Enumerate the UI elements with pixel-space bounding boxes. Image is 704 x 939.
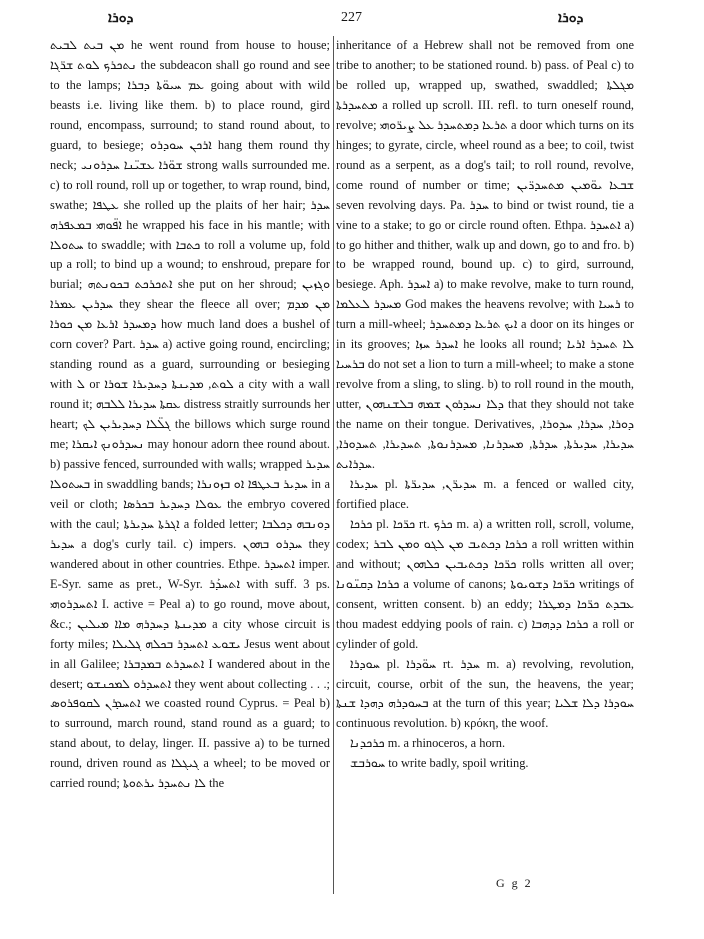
entry-rhinoceros: ܟܪܟܕܢܐ m. a rhinoceros, a horn. [350,736,506,751]
page-number: 227 [341,10,362,25]
right-column [336,36,634,896]
right-paragraph-1: inheritance of a Hebrew shall not be removed from one tribe to another; to be stationed round. b) pass. of Peal c) to be rolled up, wrapped up, swathed, swaddled; ܡܓܠܬܐ ܡܬܚܕܪܬܐ a rolled up scroll. III. refl. to turn oneself round, revolve; ܬܪܥܐ ܕܡܬܚܕܪ ܥܠ ܨܝܪ̈ܘܗܝ a door which turns on its hinges; to gyrate, circle, wheel round as a bee; to coil, twist round as a serpent, as a dog's tail; to roll round, revolve, come round of number or time; ܫܒܥܐ ܝܘ̈ܡܝܢ ܡܬܚܕܪ̈ܝܢ seven revolving days. Pa. ܚܕܪ to bind or twist round, tie a vine to a stake; to go or circle round often. Ethpa. ܐܬܚܕܪ a) to go hither and thither, walk up and down, go to and fro. b) to be wrapped round, bound up. c) to gird, surround, besiege. Aph. ܐܚܕܪ a) to make revolve, make to turn round, ܡܚܕܪ ܠܥܠܡܐ God makes the heavens revolve; with ܪܚܝܐ to turn a mill-wheel; ܐܝܟ ܬܪܥܐ ܕܡܬܚܕܪ a door on its hinges or in its grooves; ܐܚܕܪ ܚܙܐ he looks all round; ܠܐ ܬܚܕܪ ܐܪܝܐ ܒܪܚܝܐ do not set a lion to turn a mill-wheel; to make a stone revolve from a sling, to sling. b) to roll round in the mouth, utter, ܕܠܐ ܢܚܕܪܘܢ ܫܡܗ ܒܠܫܢܗܘܢ that they should not take the name on their tongue. Derivatives, ܕܘܪܐ, ܚܕܪܐ, ܚܕܘܪܐ, ܚܕܝܪܐ, ܚܕܝܪܬܐ, ܚܕܪܬܐ, ܡܚܕܪܢܐ, ܡܚܕܪܢܘܬܐ, ܬܚܕܝܪܐ, ܬܚܕܘܪܐ, ܚܕܪܐܝܬ. [336,38,634,472]
running-head [0,8,704,32]
entry-write-badly: ܚܘܪܒܫ to write badly, spoil writing. [350,756,529,771]
signature-mark: G g 2 [496,876,533,890]
headword-left: ܕܘܪܐ [108,10,134,26]
left-paragraph-1: ܡܢ ܒܝܬ ܠܒܝܬ he went round from house to house; ܢܬܟܪܟ ܠܘܬ ܫܪ̈ܓܐ the subdeacon shall go round and see to the lamps; ܥܡ ܚܝܘ̈ܬܐ ܕܒܪܐ going about with wild beasts i.e. living like them. b) to place round, gird round, encompass, surround; to stand round about, to guard, to besiege; ܐܪܟܢ ܚܘܕܪܘ hang them round thy neck; ܫܘ̈ܪܐ ܥܫܝ̈ܢܐ ܚܕܪܘܢܝ strong walls surrounded me. c) to roll round, roll up or together, to wrap round, bind, swathe; ܥܛܦܐ she rolled up the plaits of her hair; ܚܕܪ ܐܦ̈ܘܗܝ ܒܡܥܦܪܗ he wrapped his face in his mantle; with ܚܬܘܠܐ to swaddle; with ܟܬܒܐ to roll a volume up, fold up a roll; to bind up a wound; to enshroud, prepare for burial; ܐܬܟܪܟܬ ܒܟܘܢܬܗ she put on her shroud; ܘܓܙܝܢ ܚܕܪܝܢ ܥܡܪܐ they shear the fleece all over; ܡܢ ܡܕܡ ܕܡܚܕܪ ܐܪܥܐ ܡܢ ܟܘܪܐ how much land does a bushel of corn cover? Part. ܚܕܪ a) active going round, encircling; standing round as a guard, surrounding or besieging with ܠ or ܠܘܬ, ܡܕܝܢܬܐ ܕܚܕܝܪܐ ܫܘܪܐ a city with a wall round it; ܥܩܬܐ ܚܕܝܪܐ ܠܠܒܗ distress straitly surrounds her heart; ܓܠ̈ܠܐ ܕܚܕܝܪܝܢ ܠܟ the billows which surge round me; ܢܚܕܪܘܢܟ ܐܝܩܪܐ may honour adorn thee round about. b) passive fenced, surrounded with walls; wrapped ܚܕܝܪ ܒܚܬܘܠܐ in swaddling bands; ܚܕܝܪ ܒܥܛܦܐ ܐܘ ܒܙܘܢܪܐ in a veil or cloth; ܥܘܠܐ ܕܚܕܝܪ ܒܟܪܣܐ the embryo covered with the caul; ܐܓܪܬܐ ܚܕܝܪܬܐ a folded letter; ܕܘܢܒܗ ܕܟܠܒܐ ܚܕܝܪ a dog's curly tail. c) impers. ܚܕܪܘ ܒܗܘܢ they wandered about in other countries. Ethpe. ܐܬܚܕܪ imper. E-Syr. same as pret., W-Syr. ܐܬܚܕܰܪ with suff. 3 ps. ܐܬܚܕܪܘܗܝ I. active = Peal a) to go round, move about, &c.; ܡܕܝܢܬܐ ܕܚܕܪܗ ܡܐܐ ܡܝܠܝܢ a city whose circuit is forty miles; ܝܫܘܥ ܐܬܚܕܪ ܒܟܠܗ ܓܠܝܠܐ Jesus went about in all Galilee; ܐܬܚܕܪܬ ܒܡܕܒܪܐ I wandered about in the desert; ܐܬܚܕܪܘ ܠܡܟܢܫܘ they went about collecting . . .; ܐܬܚܕܪܢ ܠܩܘܦܪܘܣ we coasted round Cyprus. = Peal b) to surround, march round, stand round as a guard; to stand about, to delay, linger. II. passive a) to be turned round, driven round as ܓܝܓܠܐ a wheel; to be moved or carried round; ܠܐ ܢܬܚܕܪ ܝܪܬܘܬܐ the [50,38,330,791]
entry-roll-scroll: ܟܪܟܐ pl. ܟܪ̈ܟܐ rt. ܟܪܟ m. a) a written roll, scroll, volume, codex; ܟܪܟܐ ܕܟܬܝܒ ܡܢ ܠܓܘ ܘܡܢ ܠܒܪ a roll written within and without; ܟܪ̈ܟܐ ܕܟܬܝܒܝܢ ܟܠܗܘܢ rolls written all over; ܟܪܟܐ ܕܩܢ̈ܘܢܐ a volume of canons; ܟܪ̈ܟܐ ܕܫܘܝܘܬܐ writings of consent, written consent. b) an eddy; ܥܒܕܬ ܟܪ̈ܟܐ ܕܡܛܪܐ thou madest eddying pools of rain. c) ܟܪܟܐ ܕܕܗܒܐ a roll or cylinder of gold. [336,516,634,651]
column-rule [333,36,334,894]
left-column [50,36,330,896]
entry-revolving: ܚܘܕܪܐ pl. ܚܘ̈ܕܪܐ rt. ܚܕܪ m. a) revolving, revolution, circuit, course, orbit of the sun, the heavens, the year; ܒܚܘܕܪܗ ܕܗܕܐ ܫܢܬܐ at the turn of this year; ܚܘܕܪܐ ܕܠܐ ܫܠܝܐ continuous revolution. b) κρόκη, the woof. [336,656,634,731]
entry-fortified-city: ܚܕܝܪܐ pl. ܚܕܝܪ̈ܢ, ܚܕܝܪ̈ܬܐ m. a fenced or walled city, fortified place. [336,476,634,511]
headword-right: ܕܘܪܐ [558,10,584,26]
